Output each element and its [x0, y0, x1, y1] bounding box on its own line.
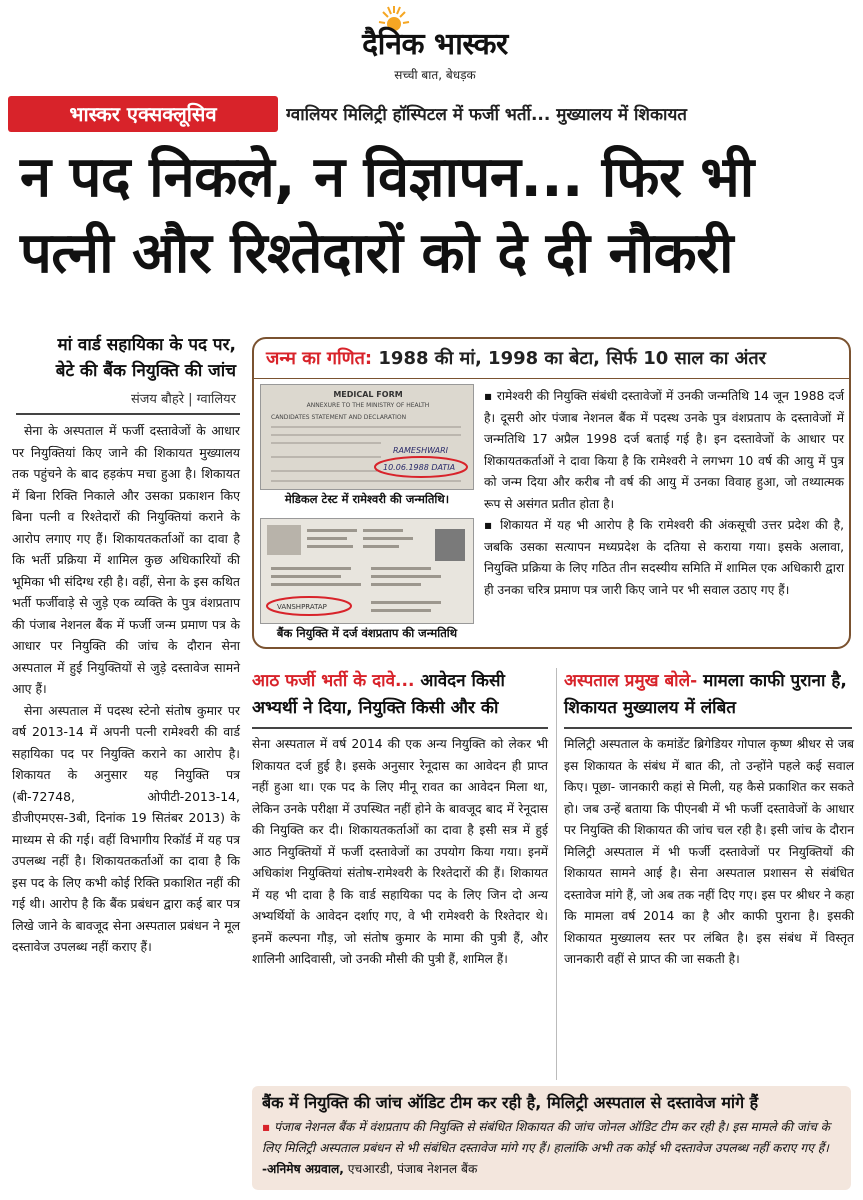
newspaper-tagline: सच्ची बात, बेधड़क	[394, 68, 476, 82]
birth-math-label: जन्म का गणित:	[266, 348, 373, 369]
handwritten-dob: 10.06.1988 DATIA	[383, 463, 456, 472]
col1-subhead-line-1: मां वार्ड सहायिका के पद पर,	[57, 335, 236, 355]
col1-divider	[16, 413, 240, 415]
col1-subhead	[16, 332, 236, 384]
quote-attribution: -अनिमेष अग्रवाल,	[262, 1162, 344, 1176]
bank-record-name: VANSHPRATAP	[277, 603, 327, 611]
column-divider	[556, 668, 557, 1080]
quote-bullet: ▪	[262, 1120, 271, 1134]
right-body	[564, 734, 854, 971]
birth-math-heading	[254, 339, 849, 379]
bank-record-photo	[260, 518, 474, 624]
byline: संजय बौहरे | ग्वालियर	[130, 392, 236, 407]
middle-divider	[252, 727, 548, 729]
headline	[20, 140, 845, 292]
form-section-text: CANDIDATES STATEMENT AND DECLARATION	[271, 414, 407, 421]
middle-heading	[252, 668, 552, 722]
right-heading	[564, 668, 854, 722]
medical-form-caption: मेडिकल टेस्ट में रामेश्वरी की जन्मतिथि।	[284, 492, 450, 506]
birth-math-title: 1988 की मां, 1998 का बेटा, सिर्फ 10 साल का अंतर	[372, 348, 767, 369]
birth-bullet-2: ▪ शिकायत में यह भी आरोप है कि रामेश्वरी की अंकसूची उत्तर प्रदेश की है, जबकि उसका सत्यापन मध्यप्रदेश के दतिया से कराया गया। इसके अलावा, नियुक्ति प्रक्रिया के लिए गठित तीन सदस्यीय समिति में शामिल एक अधिकारी द्वारा ही उनका चरित्र प्रमाण पत्र जारी किए जाने पर भी सवाल उठाए गए हैं।	[484, 518, 844, 597]
col1-paragraph-2: सेना अस्पताल में पदस्थ स्टेनो संतोष कुमार पर वर्ष 2013-14 में अपनी पत्नी रामेश्वरी की वार्ड सहायिका पद पर नियुक्ति कराने का आरोप है। शिकायत के अनुसार यह नियुक्ति पत्र (बी-72748, ओपीटी-2013-14, डीजीएमएस-3बी, दिनांक 19 सितंबर 2013) के माध्यम से की गई। वहीं विभागीय रिकॉर्ड में यह पत्र उपलब्ध नहीं है। शिकायतकर्ताओं का दावा है कि इस पद के लिए कभी कोई रिक्ति प्रकाशित नहीं की गई थी। आरोप है कि बैंक प्रबंधन द्वारा कई बार पत्र लिखे जाने के बावजूद सेना अस्पताल प्रबंधन ने मूल दस्तावेज उपलब्ध नहीं कराए हैं।	[12, 702, 240, 954]
birth-math-body	[484, 386, 844, 601]
middle-paragraph: सेना अस्पताल में वर्ष 2014 की एक अन्य नियुक्ति को लेकर भी शिकायत दर्ज हुई है। इसके अनुसार रेनूदास का आवेदन ही प्राप्त नहीं हुआ था। एक पद के लिए मीनू रावत का आवेदन मिला था, लेकिन उनके परीक्षा में उपस्थित नहीं होने के बावजूद बाद में रेनूदास की नियुक्ति कर दी। शिकायतकर्ताओं का दावा है इसी सत्र में हुई आठ नियुक्तियों में फर्जी दस्तावेजों का उपयोग किया गया। इनमें अधिकांश नियुक्तियां संतोष-रामेश्वरी के रिश्तेदारों की हैं। शिकायत में यह भी दावा है कि वार्ड सहायिका पद के लिए जिन दो अन्य अभ्यर्थियों के आवेदन दर्शाए गए, वे भी रामेश्वरी के रिश्तेदार थे। इनमें कल्पना गौड़, जो संतोष कुमार के मामा की पुत्री हैं, और शालिनी आदिवासी, जो उनकी मौसी की पुत्री हैं, शामिल हैं।	[252, 737, 548, 966]
right-divider	[564, 727, 852, 729]
birth-bullet-1: ▪ रामेश्वरी की नियुक्ति संबंधी दस्तावेजों में उनकी जन्मतिथि 14 जून 1988 दर्ज है। दूसरी ओर पंजाब नेशनल बैंक में पदस्थ उनके पुत्र वंशप्रताप के दस्तावेजों में जन्मतिथि 17 अप्रैल 1998 दर्ज बताई गई है। इन दस्तावेजों के आधार पर शिकायतकर्ताओं ने दावा किया है कि रामेश्वरी ने लगभग 10 वर्ष की आयु में पुत्र को जन्म दिया और करीब नौ वर्ष की आयु में उनका विवाह हुआ, जो तथ्यात्मक रूप से असंगत प्रतीत होता है।	[484, 389, 844, 511]
middle-heading-title: आवेदन किसी अभ्यर्थी ने दिया, नियुक्ति किसी और की	[252, 671, 505, 718]
col1-paragraph-1: सेना के अस्पताल में फर्जी दस्तावेजों के आधार पर नियुक्तियां किए जाने की शिकायत मुख्यालय तक पहुंचने के बाद हड़कंप मचा हुआ है। शिकायत में बिना रिक्ति निकाले और उसका प्रकाशन किए बिना पत्नी व रिश्तेदारों की नियुक्तियां कराने के आरोप लगाए गए हैं। शिकायतकर्ताओं का दावा है कि भर्ती प्रक्रिया में शामिल कुछ अधिकारियों की भूमिका भी संदिग्ध रही है। वहीं, सेना के इस कथित भर्ती फर्जीवाड़े से जुड़े एक व्यक्ति के पुत्र वंशप्रताप की पंजाब नेशनल बैंक में फर्जी जन्म प्रमाण पत्र के आधार पर नियुक्ति की जांच के दौरान सेना अस्पताल में हुई नियुक्तियों से जुड़े दस्तावेज सामने आए हैं।	[12, 423, 240, 696]
middle-heading-label: आठ फर्जी भर्ती के दावे...	[252, 671, 415, 691]
medical-form-drawing	[261, 385, 474, 490]
right-heading-title: मामला काफी पुराना है, शिकायत मुख्यालय में लंबित	[564, 671, 847, 718]
col1-subhead-line-2: बेटे की बैंक नियुक्ति की जांच	[55, 361, 236, 381]
newspaper-brand: दैनिक भास्कर	[362, 27, 508, 62]
medical-form-photo	[260, 384, 474, 490]
middle-body	[252, 734, 548, 971]
form-title-text: MEDICAL FORM	[333, 390, 403, 399]
exclusive-badge: भास्कर एक्सक्लूसिव	[8, 96, 278, 132]
bank-audit-heading: बैंक में नियुक्ति की जांच ऑडिट टीम कर रही है, मिलिट्री अस्पताल से दस्तावेज मांगे हैं	[262, 1093, 759, 1112]
right-heading-label: अस्पताल प्रमुख बोले-	[564, 671, 698, 691]
bank-record-drawing	[261, 519, 474, 624]
col1-body	[12, 420, 240, 958]
quote-text: पंजाब नेशनल बैंक में वंशप्रताप की नियुक्ति से संबंधित शिकायत की जांच जोनल ऑडिट टीम कर रही है। इस मामले की जांच के लिए मिलिट्री अस्पताल प्रबंधन से भी संबंधित दस्तावेज मांगे गए हैं। हालांकि अभी तक कोई भी दस्तावेज उपलब्ध नहीं कराए गए हैं।	[262, 1120, 830, 1155]
bank-record-caption: बैंक नियुक्ति में दर्ज वंशप्रताप की जन्मतिथि	[276, 626, 458, 640]
quote-role: एचआरडी, पंजाब नेशनल बैंक	[343, 1162, 478, 1176]
headline-line-1: न पद निकले, न विज्ञापन... फिर भी	[20, 145, 754, 210]
headline-line-2: पत्नी और रिश्तेदारों को दे दी नौकरी	[20, 221, 734, 286]
handwritten-name: RAMESHWARI	[393, 446, 448, 455]
right-paragraph: मिलिट्री अस्पताल के कमांडेंट ब्रिगेडियर गोपाल कृष्ण श्रीधर से जब इस शिकायत के संबंध में बात की, तो उन्होंने पहले कई सवाल किए। पूछा- जानकारी कहां से मिली, यह कैसे प्रकाशित कर सकते हो। जब उन्हें बताया कि पीएनबी में भी फर्जी दस्तावेजों के आधार पर नियुक्ति की शिकायत की जांच चल रही है। इसी जांच के दौरान मिलिट्री अस्पताल में भी फर्जी दस्तावेजों पर नियुक्तियों की शिकायत सामने आई है। सेना अस्पताल प्रशासन से संबंधित दस्तावेज मांगे हैं, जो अब तक नहीं दिए गए। इस पर श्रीधर ने कहा कि मामला वर्ष 2014 का है और काफी पुराना है। इसकी शिकायत मुख्यालय स्तर पर लंबित है। इस संबंध में विस्तृत जानकारी वहीं से प्राप्त की जा सकती है।	[564, 737, 854, 966]
form-sub-text: ANNEXURE TO THE MINISTRY OF HEALTH	[306, 402, 430, 409]
bank-audit-quote	[262, 1117, 842, 1180]
kicker-line: ग्वालियर मिलिट्री हॉस्पिटल में फर्जी भर्ती... मुख्यालय में शिकायत	[286, 105, 687, 125]
